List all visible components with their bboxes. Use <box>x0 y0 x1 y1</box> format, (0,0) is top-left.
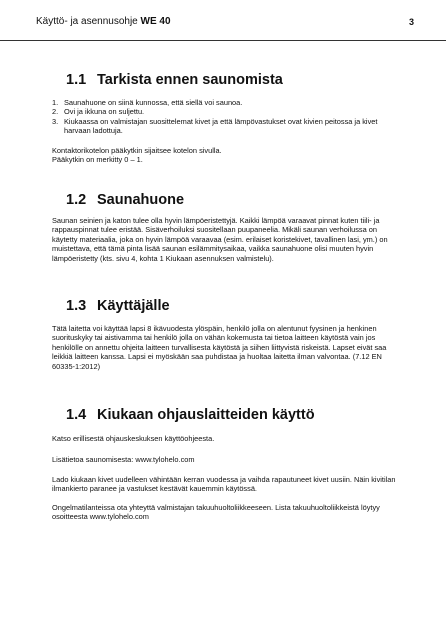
paragraph: Ongelmatilanteissa ota yhteyttä valmistajan takuuhuoltoliikkeeseen. Lista takuuhuoltoliikkeistä löytyy osoitteesta www.tylohelo.com <box>52 503 380 522</box>
stone-maintenance-text <box>52 475 397 494</box>
sauna-info-link <box>52 455 397 464</box>
paragraph: Lado kiukaan kivet uudelleen vähintään kerran vuodessa ja vaihda rapautuneet kivet uusiin. Näin kivitilan ilmankierto paranee ja vastukset kestävät kauemmin käytössä. <box>52 475 396 494</box>
section-heading-1-2 <box>66 192 184 208</box>
section-title: Tarkista ennen saunomista <box>97 72 283 88</box>
list-item-number: 1. <box>52 98 59 107</box>
section-title: Käyttäjälle <box>97 298 170 314</box>
paragraph-line: Pääkytkin on merkitty 0 – 1. <box>52 155 143 165</box>
paragraph: Katso erillisestä ohjauskeskuksen käyttöohjeesta. <box>52 434 215 443</box>
list-item-number: 3. <box>52 116 59 126</box>
model-name: WE 40 <box>140 16 171 27</box>
section-title: Saunahuone <box>97 192 185 208</box>
paragraph: Tätä laitetta voi käyttää lapsi 8 ikävuodesta ylöspäin, henkilö jolla on alentunut fyysinen ja henkinen suorituskyky tai aistivamma tai henkilö jolla on vähän kokemusta tai tietoa laitteen käytöstä vain jos henkilölle on annettu ohjeita laitteen turvallisesta käytöstä ja siihen liittyvistä riskeistä. Lapset eivät saa leikkiä laitteen kanssa. Lapsi ei myöskään saa puhdistaa ja huoltaa laitetta ilman valvontaa. (7.12 EN 60335-1:2012) <box>52 324 387 371</box>
sauna-room-text <box>52 216 402 263</box>
paragraph: Saunan seinien ja katon tulee olla hyvin lämpöeristettyjä. Kaikki lämpöä varaavat pinnat kuten tiili- ja rappauspinnat tulee eristää. Sisäverhoiluksi suositellaan puupaneelia. Mikäli saunan verhoilussa on käytetty materiaalia, joka on hyvin lämpöä varaavaa (esim. erilaiset koristekivet, tavallinen lasi, ym.) on muistettava, että tämä pinta lisää saunan esilämmitysaikaa, vaikka saunahuone olisi muuten hyvin lämpöeristetty (kts. sivu 4, kohta 1 Kiukaan asennuksen valmistelu). <box>52 216 388 263</box>
document-title <box>36 16 171 27</box>
user-notice-text <box>52 324 402 371</box>
section-number: 1.2 <box>66 192 87 208</box>
section-number: 1.1 <box>66 72 87 88</box>
list-item <box>52 117 397 136</box>
paragraph: Lisätietoa saunomisesta: www.tylohelo.com <box>52 455 195 464</box>
page-header <box>0 12 446 41</box>
list-item-number: 2. <box>52 107 59 117</box>
page-number: 3 <box>408 17 414 27</box>
controls-note <box>52 434 397 443</box>
checklist <box>52 98 397 136</box>
section-number: 1.3 <box>66 298 87 314</box>
section-heading-1-1 <box>66 72 283 88</box>
section-heading-1-3 <box>66 298 170 314</box>
list-item-text: Saunahuone on siinä kunnossa, että siellä voi saunoa. <box>64 98 243 107</box>
section-title: Kiukaan ohjauslaitteiden käyttö <box>97 407 315 423</box>
list-item-text: Kiukaassa on valmistajan suosittelemat kivet ja että lämpövastukset ovat kivien peitossa ja kivet harvaan ladottuja. <box>64 116 378 136</box>
list-item <box>52 98 397 107</box>
paragraph-line: Kontaktorikotelon pääkytkin sijaitsee kotelon sivulla. <box>52 146 222 155</box>
service-contact-text <box>52 503 397 522</box>
main-switch-note <box>52 146 397 165</box>
list-item-text: Ovi ja ikkuna on suljettu. <box>64 107 145 117</box>
section-number: 1.4 <box>66 407 87 423</box>
document-title-prefix: Käyttö- ja asennusohje <box>36 16 138 27</box>
list-item <box>52 107 397 116</box>
section-heading-1-4 <box>66 407 315 423</box>
